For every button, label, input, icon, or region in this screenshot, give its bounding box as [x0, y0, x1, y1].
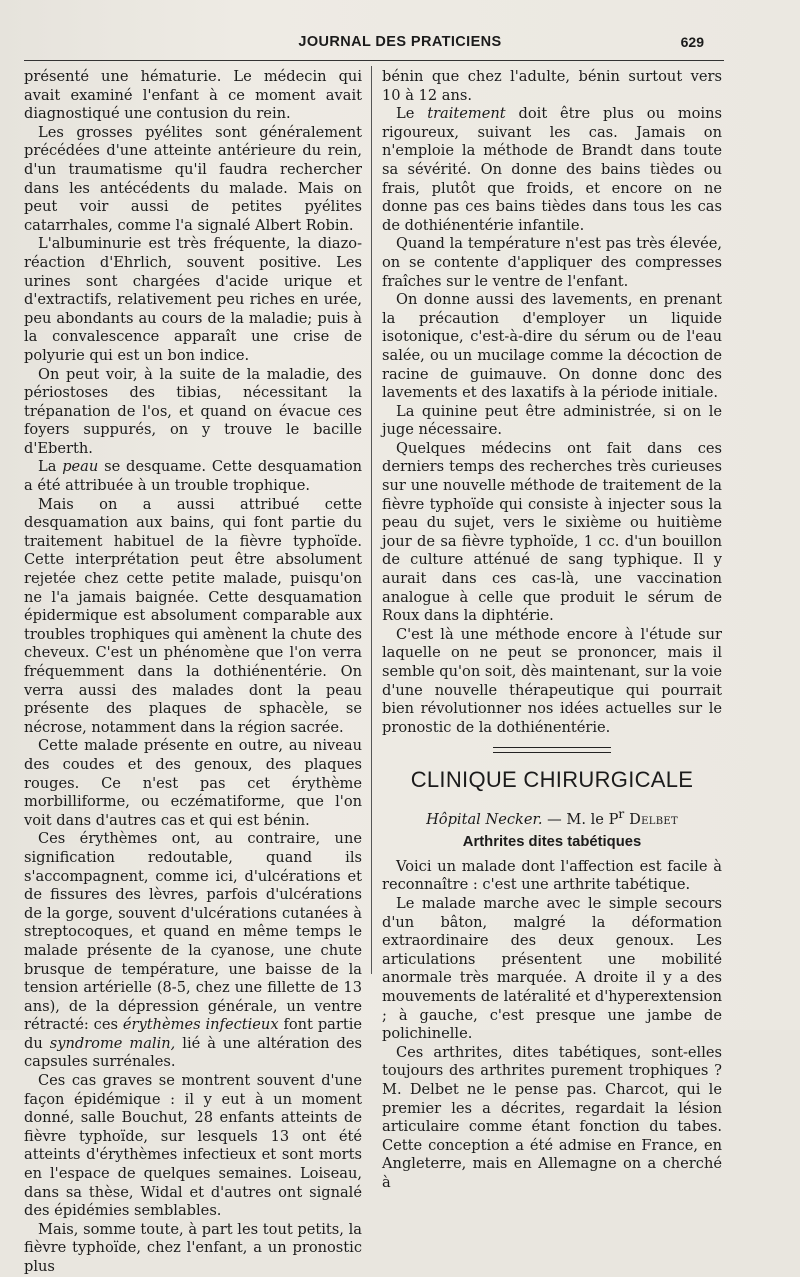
- paragraph: Mais, somme toute, à part les tout petits, la fièvre typhoïde, chez l'enfant, a un pronostic plus: [24, 1220, 362, 1275]
- section-title: CLINIQUE CHIRURGICALE: [410, 767, 694, 793]
- paragraph: L'albuminurie est très fréquente, la diazo-réaction d'Ehrlich, souvent positive. Les urines sont chargées d'acide urique et d'extractifs, relativement peu riches en urée, peu abondants au cours de la maladie; puis à la convalescence apparaît une crise de polyurie qui est un bon indice.: [24, 235, 362, 364]
- text-run: Ces érythèmes ont, au contraire, une signification redoutable, quand ils s'accompagnent, comme ici, d'ulcérations et de fissures des lèvres, parfois d'ulcérations de la gorge, souvent d'ulcérations cutanées à streptocoques, et quand en même temps le malade présente de la cyanose, une chute brusque de température, une baisse de la tension artérielle (8-5, chez une fillette de 13 ans), de la dépression générale, un ventre rétracté: ces: [24, 830, 362, 1034]
- paragraph: Le malade marche avec le simple secours d'un bâton, malgré la déformation extraordinaire des deux genoux. Les articulations présentent une mobilité anormale très marquée. A droite il y a des mouvements de latéralité et d'hyperextension ; à gauche, c'est presque une jambe de polichinelle.: [382, 895, 722, 1043]
- paragraph: C'est là une méthode encore à l'étude sur laquelle on ne peut se prononcer, mais il semble qu'on soit, dès maintenant, sur la voie d'une nouvelle thérapeutique qui pourrait bien révolutionner nos idées actuelles sur le pronostic de la dothiénentérie.: [382, 625, 722, 736]
- paragraph: [24, 830, 362, 1072]
- header-rule: [24, 60, 724, 61]
- paragraph: Cette malade présente en outre, au niveau des coudes et des genoux, des plaques rouges. Ce n'est pas cet érythème morbilliforme, ou eczématiforme, que l'on voit dans d'autres cas et qui est bénin.: [24, 737, 362, 829]
- paragraph: On donne aussi des lavements, en prenant la précaution d'employer un liquide isotonique, c'est-à-dire du sérum ou de l'eau salée, ou un mucilage comme la décoction de racine de guimauve. On donne donc des lavements et des laxatifs à la période initiale.: [382, 291, 722, 402]
- right-column: [382, 68, 722, 1193]
- paragraph: présenté une hématurie. Le médecin qui avait examiné l'enfant à ce moment avait diagnostiqué une contusion du rein.: [24, 68, 362, 123]
- text-run: doit être plus ou moins rigoureux, suivant les cas. Jamais on n'emploie la méthode de Brandt dans toute sa sévérité. On donne des bains tièdes ou frais, plutôt que froids, et encore on ne donne pas ces bains tièdes dans tous les cas de dothiénentérie infantile.: [382, 105, 723, 234]
- column-divider: [371, 66, 372, 974]
- page-number: 629: [680, 34, 704, 50]
- hospital-name: Hôpital Necker.: [426, 811, 543, 829]
- section-separator-rule: [493, 747, 611, 753]
- text-run: La: [38, 458, 63, 476]
- paragraph: Les grosses pyélites sont généralement précédées d'une atteinte antérieure du rein, d'un traumatisme qu'il faudra rechercher dans les antécédents du malade. Mais on peut voir aussi de petites pyélites catarrhales, comme l'a signalé Albert Robin.: [24, 123, 362, 234]
- text-run: — M. le P: [542, 811, 619, 829]
- paragraph: Ces cas graves se montrent souvent d'une façon épidémique : il y eut à un moment donné, salle Bouchut, 28 enfants atteints de fièvre typhoïde, sur lesquels 13 ont été atteints d'érythèmes infectieux et sont morts en l'espace de quelques semaines. Loiseau, dans sa thèse, Widal et d'autres ont signalé des épidémies semblables.: [24, 1072, 362, 1220]
- paragraph: Quelques médecins ont fait dans ces derniers temps des recherches très curieuses sur une nouvelle méthode de traitement de la fièvre typhoïde qui consiste à injecter sous la peau du sujet, vers le sixième ou huitième jour de sa fièvre typhoïde, 1 cc. d'un bouillon de culture atténué de sang typhique. Il y aurait dans ces cas-là, une vaccination analogue à celle que produit le sérum de Roux dans la diphtérie.: [382, 439, 722, 625]
- paragraph: La quinine peut être administrée, si on le juge nécessaire.: [382, 402, 722, 439]
- paragraph: Voici un malade dont l'affection est facile à reconnaître : c'est une arthrite tabétique.: [382, 857, 722, 894]
- paragraph: Quand la température n'est pas très élevée, on se contente d'appliquer des compresses fraîches sur le ventre de l'enfant.: [382, 235, 722, 290]
- text-run: se desquame. Cette desquamation a été attribuée à un trouble trophique.: [24, 458, 362, 495]
- italic-term: peau: [62, 458, 99, 476]
- text-run: lié à une altération des capsules surrénales.: [24, 1034, 362, 1071]
- article-title: Arthrites dites tabétiques: [462, 833, 642, 850]
- text-run: Le: [396, 105, 428, 123]
- paragraph: [382, 105, 722, 235]
- hospital-byline: [382, 805, 722, 829]
- paragraph: bénin que chez l'adulte, bénin surtout vers 10 à 12 ans.: [382, 68, 722, 104]
- paragraph: Mais on a aussi attribué cette desquamation aux bains, qui font partie du traitement habituel de la fièvre typhoïde. Cette interprétation peut être absolument rejetée chez cette petite malade, puisqu'on ne l'a jamais baignée. Cette desquamation épidermique est absolument comparable aux troubles trophiques qui amènent la chute des cheveux. C'est un phénomène que l'on verra fréquemment dans la dothiénentérie. On verra aussi des malades dont la peau présente des plaques de sphacèle, se nécrose, notamment dans la région sacrée.: [24, 495, 362, 736]
- left-column: [24, 68, 362, 1277]
- italic-term: traitement: [427, 105, 506, 123]
- italic-term: syndrome malin,: [49, 1034, 176, 1052]
- professor-name: Delbet: [624, 811, 678, 829]
- paragraph: Ces arthrites, dites tabétiques, sont-elles toujours des arthrites purement trophiques ? M. Delbet ne le pense pas. Charcot, qui le premier les a décrites, regardait la lésion articulaire comme étant fonction du tabes. Cette conception a été admise en France, en Angleterre, mais en Allemagne on a cherché à: [382, 1043, 722, 1191]
- running-title: JOURNAL DES PRATICIENS: [298, 34, 502, 50]
- paragraph: [24, 458, 362, 495]
- italic-term: érythèmes infectieux: [122, 1016, 279, 1034]
- paragraph: On peut voir, à la suite de la maladie, des périostoses des tibias, nécessitant la trépanation de l'os, et quand on évacue ces foyers suppurés, on y trouve le bacille d'Eberth.: [24, 365, 362, 457]
- text-run: font partie du: [24, 1016, 363, 1052]
- superscript: r: [618, 807, 625, 822]
- page-header: [0, 34, 800, 54]
